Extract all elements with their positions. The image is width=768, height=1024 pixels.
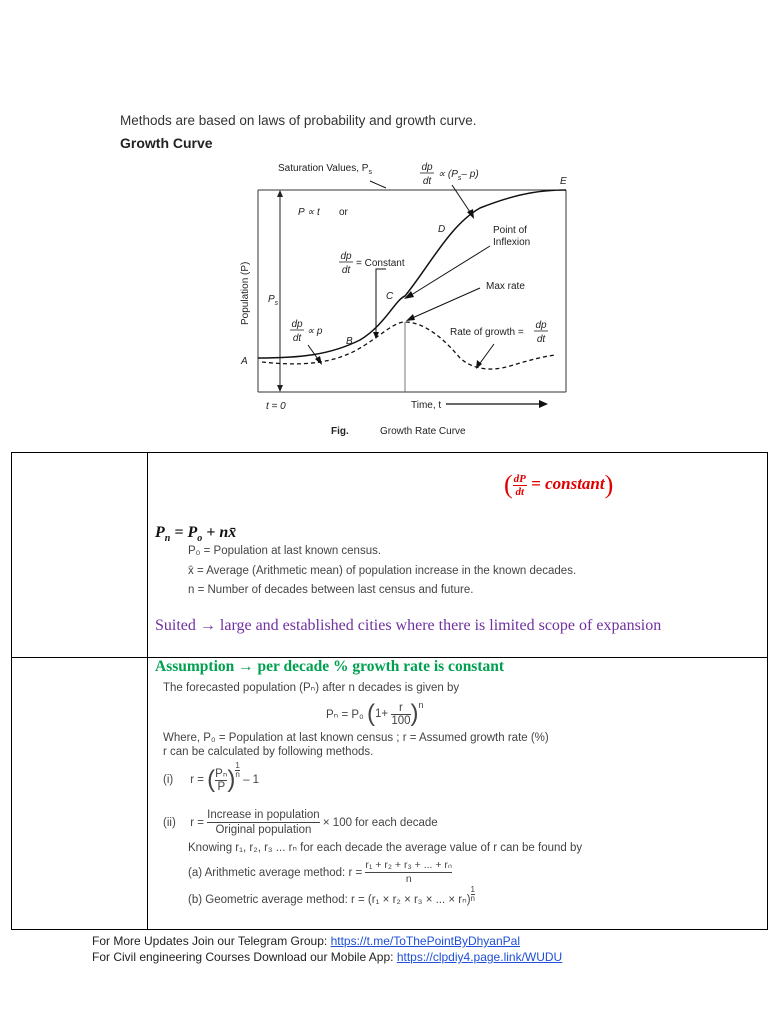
growth-curve-title: Growth Curve [120,135,213,151]
method-ii: (ii) r = Increase in population Original population × 100 for each decade [163,809,438,836]
arithmetic-formula: $P_n = P_o$ + nx̄ [155,524,237,545]
point-e: E [560,176,567,187]
table-column-divider [147,452,148,930]
assumption-note: Assumption → per decade % growth rate is constant [155,658,505,675]
telegram-link[interactable]: https://t.me/ToThePointByDhyanPal [330,934,520,948]
suited-note: Suited → large and established cities where there is limited scope of expansion [155,617,662,634]
svg-text:dt: dt [536,334,546,345]
constant-label: = Constant [356,258,405,269]
forecast-intro: The forecasted population (Pₙ) after n decades is given by [163,682,460,694]
rate-of-growth-label: Rate of growth = [450,327,524,338]
t0-label: t = 0 [266,401,286,412]
fig-caption: Growth Rate Curve [380,426,466,437]
geometric-formula: Pₙ = P₀ (1+ $\frac{r}{100}$ )$^n$ [326,700,424,727]
intro-text: Methods are based on laws of probability and growth curve. [120,113,477,128]
point-d: D [438,224,446,235]
definition-n: n = Number of decades between last census and future. [188,584,474,596]
definition-x: x̄ = Average (Arithmetic mean) of population increase in the known decades. [188,565,577,577]
svg-text:dt: dt [422,176,432,187]
top-relation: ∝ ($P_s-$ p) [438,169,479,182]
where-line: Where, P₀ = Population at last known census ; r = Assumed growth rate (%) [163,732,549,744]
calc-line: r can be calculated by following methods. [163,746,374,758]
prop-p-label: ∝ p [307,326,323,337]
or-label: or [339,207,348,218]
p-prop-t: P ∝ t [298,207,320,218]
svg-text:dp: dp [535,320,547,331]
constant-rate-equation: ( $\frac{dP}{dt}$ = constant) [504,470,614,499]
svg-text:dp: dp [340,251,352,262]
max-rate-label: Max rate [486,281,525,292]
svg-text:dp: dp [291,319,303,330]
growth-curve-figure [232,156,572,446]
fig-label: Fig. [331,426,349,437]
inflexion-label-1: Point of [493,225,527,236]
app-link[interactable]: https://clpdiy4.page.link/WUDU [396,950,563,964]
svg-text:dt: dt [292,333,302,344]
method-i: (i) r = ( $\frac{\text{Pₙ}}{P}$ ) $\frac{1}{n}$ – 1 [163,761,260,793]
inflexion-label-2: Inflexion [493,237,531,248]
definition-p0: P₀ = Population at last known census. [188,545,382,557]
svg-text:dt: dt [341,265,351,276]
point-c: C [386,291,394,302]
point-a: A [241,356,248,367]
footer-app: For Civil engineering Courses Download our Mobile App: https://clpdiy4.page.link/WUDU [92,950,563,964]
svg-text:dp: dp [421,162,433,173]
method-a: (a) Arithmetic average method: r = $\frac{\text{r₁ + r₂ + r₃ + ... + rₙ}}{n}$ [188,859,453,885]
saturation-label: Saturation Values, $P_s$ [278,163,372,176]
ps-label: $P_s$ [268,294,279,307]
footer-telegram: For More Updates Join our Telegram Group: https://t.me/ToThePointByDhyanPal [92,934,520,948]
y-axis-label: Population (P) [240,261,251,325]
knowing-line: Knowing r₁, r₂, r₃ ... rₙ for each decade the average value of r can be found by [188,842,583,854]
point-b: B [346,336,353,347]
method-b: (b) Geometric average method: r = (r₁ × r₂ × r₃ × ... × rₙ) $\frac{1}{n}$ [188,885,475,906]
time-label: Time, t [411,400,442,411]
